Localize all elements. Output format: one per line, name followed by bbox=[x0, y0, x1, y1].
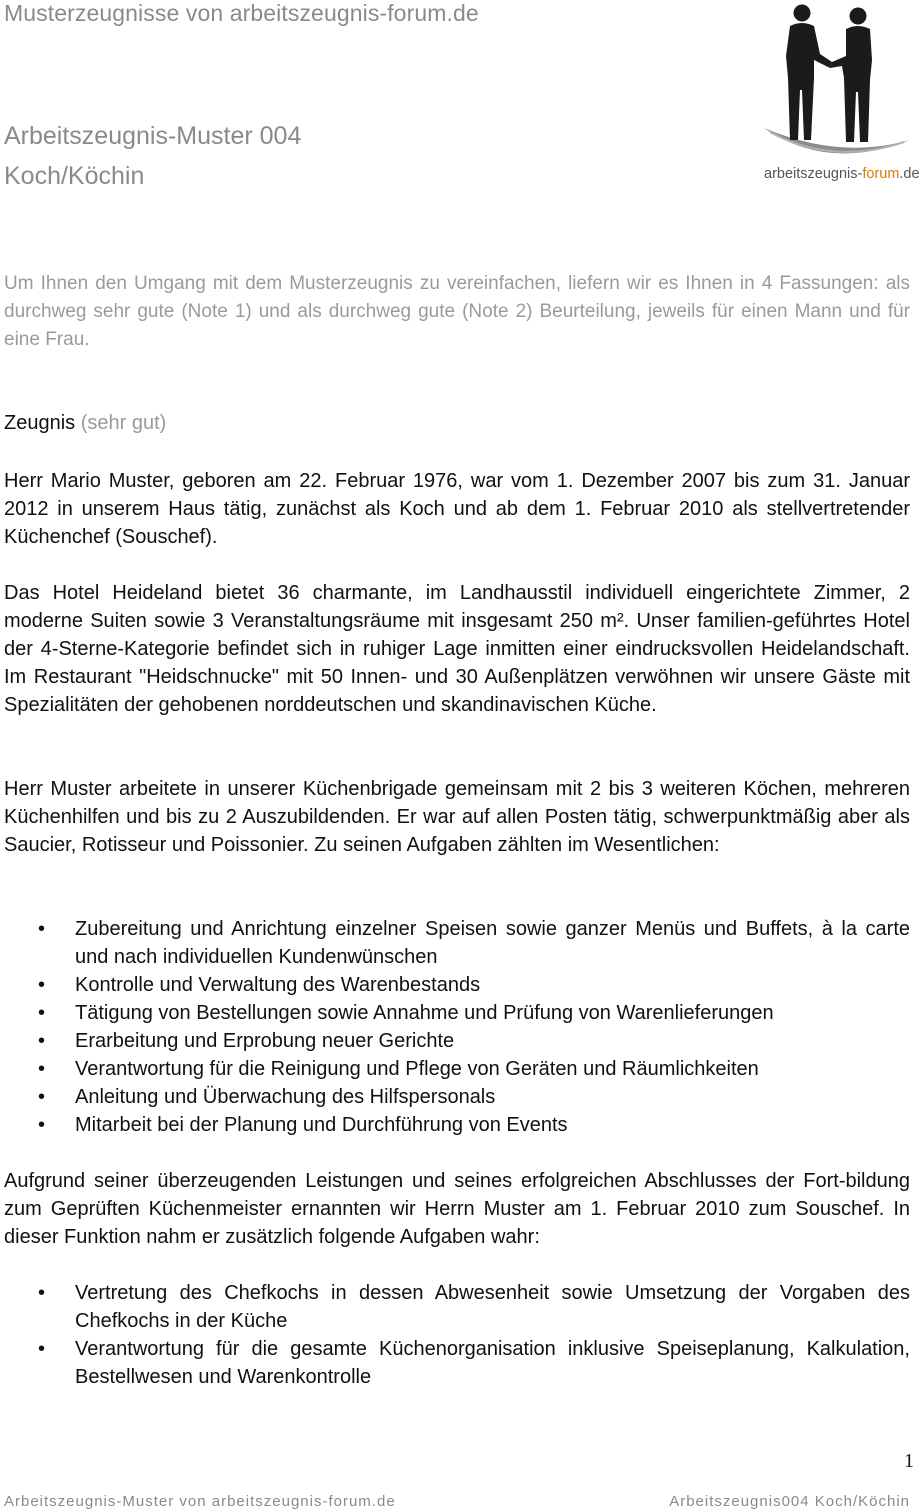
paragraph-employment: Herr Mario Muster, geboren am 22. Februar 1976, war vom 1. Dezember 2007 bis zum 31. Januar 2012 in unserem Haus tätig, zunächst als Koch und ab dem 1. Februar 2010 als stellvertretender Küchenchef (Souschef). bbox=[4, 470, 910, 548]
page-number: 1 bbox=[904, 1450, 914, 1472]
document-title-line-2: Koch/Köchin bbox=[4, 162, 145, 190]
document-title bbox=[4, 116, 301, 196]
bullet-icon: • bbox=[38, 974, 46, 996]
list-item: • Zubereitung und Anrichtung einzelner Speisen sowie ganzer Menüs und Buffets, à la carte und nach individuellen Kundenwünschen bbox=[4, 915, 910, 971]
list-item: • Kontrolle und Verwaltung des Warenbestands bbox=[4, 971, 910, 999]
intro-paragraph: Um Ihnen den Umgang mit dem Musterzeugnis zu vereinfachen, liefern wir es Ihnen in 4 Fassungen: als durchweg sehr gute (Note 1) und als durchweg gute (Note 2) Beurteilung, jeweils für einen Mann und für eine Frau. bbox=[4, 273, 910, 350]
site-title: Musterzeugnisse von arbeitszeugnis-forum.de bbox=[4, 0, 479, 26]
paragraph-duties-intro: Herr Muster arbeitete in unserer Küchenbrigade gemeinsam mit 2 bis 3 weiteren Köchen, mehreren Küchenhilfen und bis zu 2 Auszubildenden. Er war auf allen Posten tätig, schwerpunktmäßig aber als Saucier, Rotisseur und Poissonier. Zu seinen Aufgaben zählten im Wesentlichen: bbox=[4, 778, 910, 856]
section-heading-label: Zeugnis bbox=[4, 412, 76, 434]
paragraph-promotion: Aufgrund seiner überzeugenden Leistungen und seines erfolgreichen Abschlusses der Fort-bildung zum Geprüften Küchenmeister ernannten wir Herrn Muster am 1. Februar 2010 zum Souschef. In dieser Funktion nahm er zusätzlich folgende Aufgaben wahr: bbox=[4, 1170, 910, 1248]
list-item: • Mitarbeit bei der Planung und Durchführung von Events bbox=[4, 1111, 910, 1139]
bullet-icon: • bbox=[38, 1058, 46, 1080]
souschef-task-list bbox=[4, 1279, 910, 1391]
list-item: • Verantwortung für die gesamte Küchenorganisation inklusive Speiseplanung, Kalkulation, Bestellwesen und Warenkontrolle bbox=[4, 1335, 910, 1391]
logo-text: arbeitszeugnis-forum.de bbox=[764, 166, 920, 182]
bullet-icon: • bbox=[38, 1114, 46, 1136]
list-item: • Tätigung von Bestellungen sowie Annahme und Prüfung von Warenlieferungen bbox=[4, 999, 910, 1027]
bullet-icon: • bbox=[38, 918, 46, 940]
footer-left: Arbeitszeugnis-Muster von arbeitszeugnis-forum.de bbox=[4, 1493, 396, 1510]
section-heading bbox=[4, 412, 166, 435]
list-item: • Vertretung des Chefkochs in dessen Abwesenheit sowie Umsetzung der Vorgaben des Chefkochs in der Küche bbox=[4, 1279, 910, 1335]
list-item: • Anleitung und Überwachung des Hilfspersonals bbox=[4, 1083, 910, 1111]
bullet-icon: • bbox=[38, 1002, 46, 1024]
list-item: • Erarbeitung und Erprobung neuer Gerichte bbox=[4, 1027, 910, 1055]
task-list bbox=[4, 915, 910, 1139]
footer-right: Arbeitszeugnis004 Koch/Köchin bbox=[669, 1493, 910, 1510]
bullet-icon: • bbox=[38, 1030, 46, 1052]
bullet-icon: • bbox=[38, 1282, 46, 1304]
logo bbox=[758, 0, 918, 190]
list-item: • Verantwortung für die Reinigung und Pflege von Geräten und Räumlichkeiten bbox=[4, 1055, 910, 1083]
handshake-logo-icon bbox=[758, 0, 918, 165]
paragraph-company: Das Hotel Heideland bietet 36 charmante, im Landhausstil individuell eingerichtete Zimmer, 2 moderne Suiten sowie 3 Veranstaltungsräume mit insgesamt 250 m². Unser familien-geführtes Hotel der 4-Sterne-Kategorie befindet sich in ruhiger Lage inmitten einer eindrucksvollen Heidelandschaft. Im Restaurant "Heidschnucke" mit 50 Innen- und 30 Außenplätzen verwöhnen wir unsere Gäste mit Spezialitäten der gehobenen norddeutschen und skandinavischen Küche. bbox=[4, 582, 910, 716]
section-heading-grade: (sehr gut) bbox=[80, 412, 167, 434]
bullet-icon: • bbox=[38, 1086, 46, 1108]
document-title-line-1: Arbeitszeugnis-Muster 004 bbox=[4, 122, 302, 150]
bullet-icon: • bbox=[38, 1338, 46, 1360]
